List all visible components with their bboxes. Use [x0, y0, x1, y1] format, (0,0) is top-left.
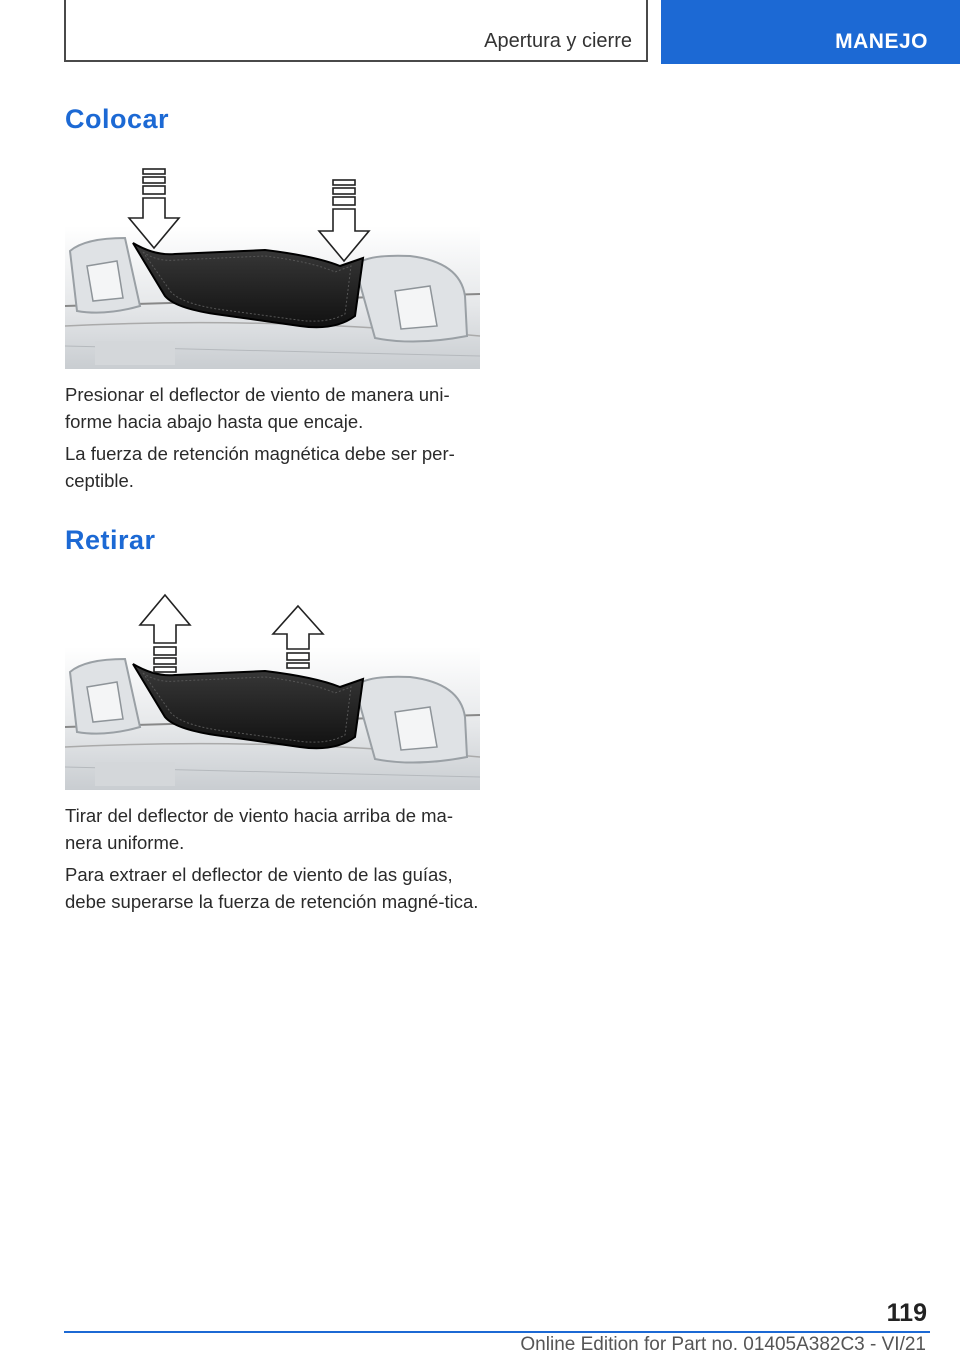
paragraph-colocar-2: La fuerza de retención magnética debe ser per‐ceptible. — [65, 443, 455, 491]
deflector-press-down-illustration — [65, 166, 480, 369]
paragraph-colocar-1: Presionar el deflector de viento de manera uni‐forme hacia abajo hasta que encaje. — [65, 384, 450, 432]
footer-edition-text: Online Edition for Part no. 01405A382C3 - VI/21 — [520, 1334, 926, 1355]
paragraph-retirar-1: Tirar del deflector de viento hacia arriba de ma‐nera uniforme. — [65, 805, 454, 853]
section-heading-colocar: Colocar — [65, 104, 170, 134]
header-chapter-box — [64, 0, 648, 62]
footer-divider — [64, 1331, 930, 1333]
paragraph-retirar-2: Para extraer el deflector de viento de las guías, debe superarse la fuerza de retención magné‐tica. — [65, 864, 479, 912]
chapter-title: Apertura y cierre — [484, 30, 632, 52]
section-tab-label: MANEJO — [835, 30, 928, 53]
page-number: 119 — [886, 1299, 927, 1327]
section-tab — [661, 0, 960, 64]
deflector-pull-up-illustration — [65, 587, 480, 790]
figure-remove-deflector — [65, 587, 480, 790]
figure-install-deflector — [65, 166, 480, 369]
section-heading-retirar: Retirar — [65, 525, 156, 555]
